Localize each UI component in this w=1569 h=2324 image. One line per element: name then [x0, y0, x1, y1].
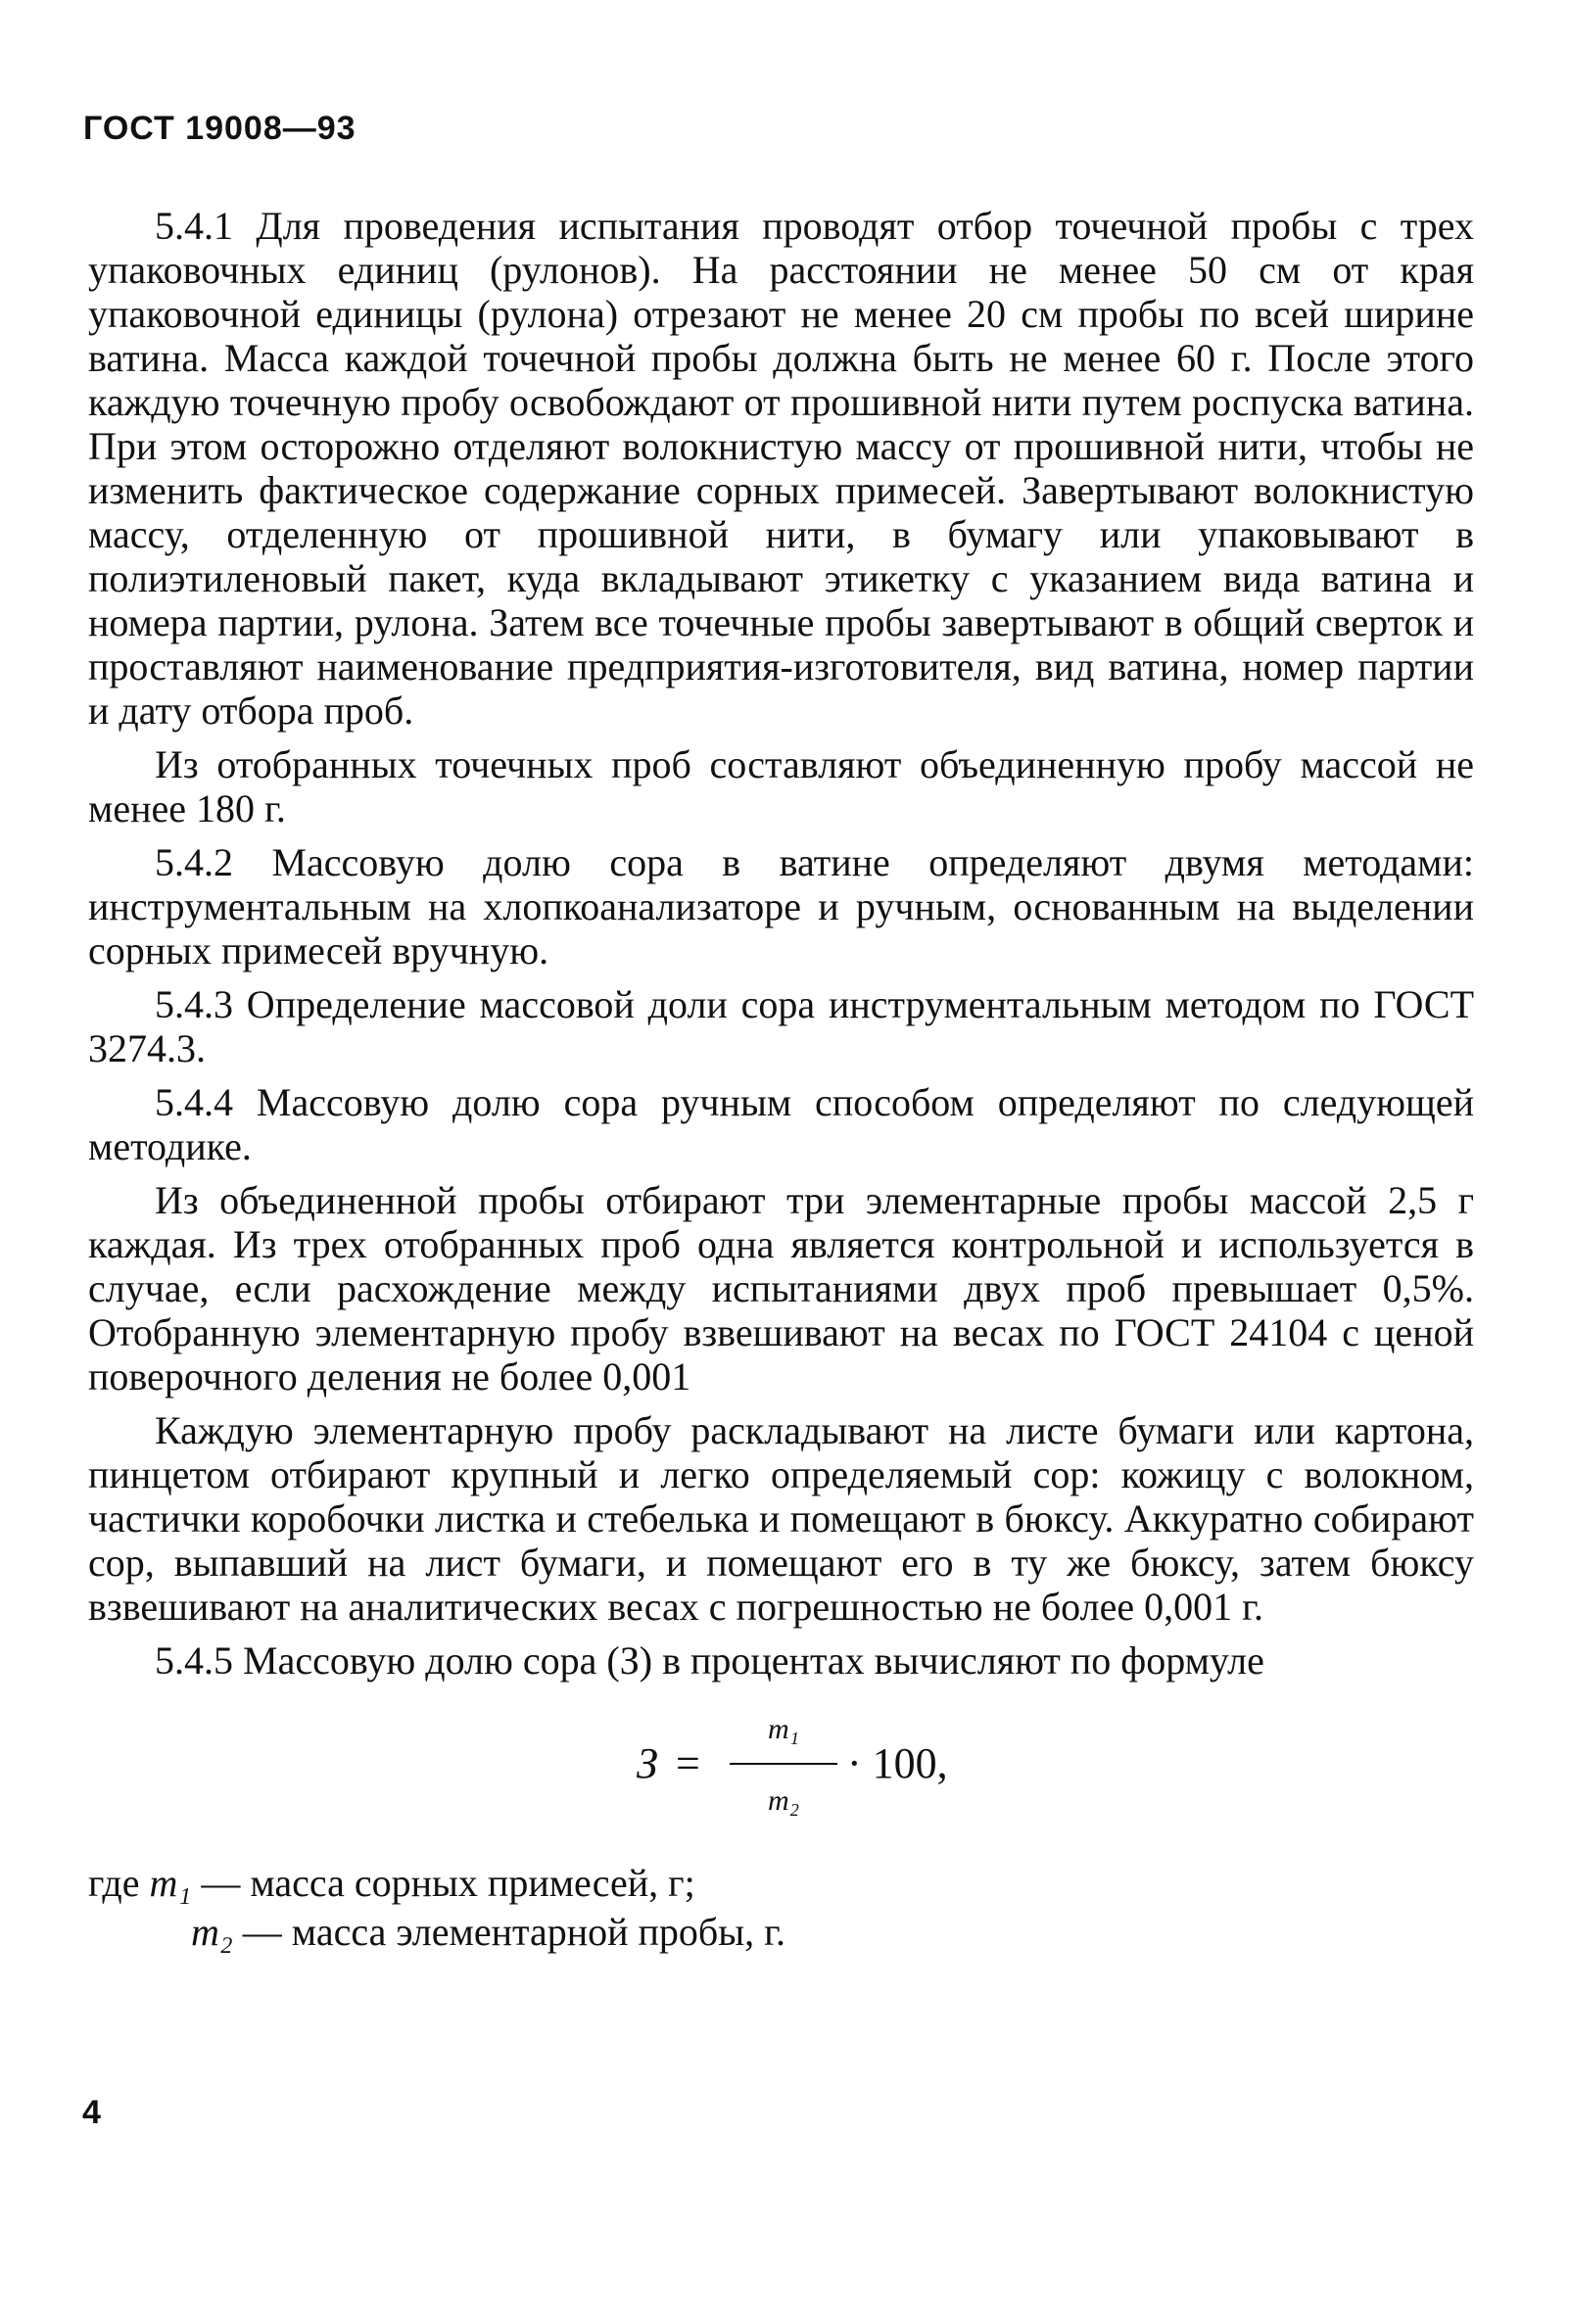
paragraph-manual-method: Каждую элементарную пробу раскладывают на листе бумаги или картона, пинцетом отбирают крупный и легко определяемый сор: кожицу с волокном, частички коробочки листка и стебелька и помещают в бюксу. Аккуратно собирают сор, выпавший на лист бумаги, и помещают его в ту же бюксу, затем бюксу взвешивают на аналитических весах с погрешностью не более 0,001 г. [88, 1408, 1474, 1629]
where-label: где [88, 1861, 140, 1905]
m2-symbol: m₂ [191, 1910, 233, 1954]
paragraph-5-4-4: 5.4.4 Массовую долю сора ручным способом определяют по следующей методике. [88, 1080, 1474, 1168]
paragraph-elementary-samples: Из объединенной пробы отбирают три элементарные пробы массой 2,5 г каждая. Из трех отобранных проб одна является контрольной и используется в случае, если расхождение между испытаниями двух проб превышает 0,5%. Отобранную элементарную пробу взвешивают на весах по ГОСТ 24104 с ценой поверочного деления не более 0,001 [88, 1178, 1474, 1399]
definition-m2 [88, 1908, 1474, 1957]
definition-m1 [88, 1859, 1474, 1908]
formula-multiplier: · 100, [847, 1739, 948, 1787]
formula-denominator: m₂ [767, 1784, 800, 1817]
formula-fraction [730, 1702, 837, 1839]
paragraph-5-4-2: 5.4.2 Массовую долю сора в ватине определяют двумя методами: инструментальным на хлопкоанализаторе и ручным, основанным на выделении сорных примесей вручную. [88, 840, 1474, 972]
paragraph-combined-sample: Из отобранных точечных проб составляют объединенную пробу массой не менее 180 г. [88, 742, 1474, 830]
formula [88, 1702, 1474, 1849]
standard-header: ГОСТ 19008—93 [83, 110, 357, 147]
variable-definitions [88, 1859, 1474, 1957]
m2-definition: — масса элементарной пробы, г. [242, 1910, 786, 1954]
page-number: 4 [82, 2094, 101, 2131]
paragraph-5-4-3: 5.4.3 Определение массовой доли сора инструментальным методом по ГОСТ 3274.3. [88, 982, 1474, 1070]
m1-symbol: m₁ [149, 1861, 192, 1905]
body-text [88, 204, 1474, 1957]
m1-definition: — масса сорных примесей, г; [201, 1861, 695, 1905]
paragraph-5-4-5: 5.4.5 Массовую долю сора (З) в процентах вычисляют по формуле [155, 1638, 1264, 1683]
formula-numerator: m₁ [767, 1713, 800, 1745]
paragraph-5-4-1: 5.4.1 Для проведения испытания проводят отбор точечной пробы с трех упаковочных единиц (рулонов). На расстоянии не менее 50 см от края упаковочной единицы (рулона) отрезают не менее 20 см пробы по всей ширине ватина. Масса каждой точечной пробы должна быть не менее 60 г. После этого каждую точечную пробу освобождают от прошивной нити путем роспуска ватина. При этом осторожно отделяют волокнистую массу от прошивной нити, чтобы не изменить фактическое содержание сорных примесей. Завертывают волокнистую массу, отделенную от прошивной нити, в бумагу или упаковывают в полиэтиленовый пакет, куда вкладывают этикетку с указанием вида ватина и номера партии, рулона. Затем все точечные пробы завертывают в общий сверток и проставляют наименование предприятия-изготовителя, вид ватина, номер партии и дату отбора проб. [88, 204, 1474, 733]
formula-equals: = [676, 1739, 700, 1787]
fraction-bar [730, 1763, 837, 1765]
formula-lhs: З [637, 1739, 658, 1787]
